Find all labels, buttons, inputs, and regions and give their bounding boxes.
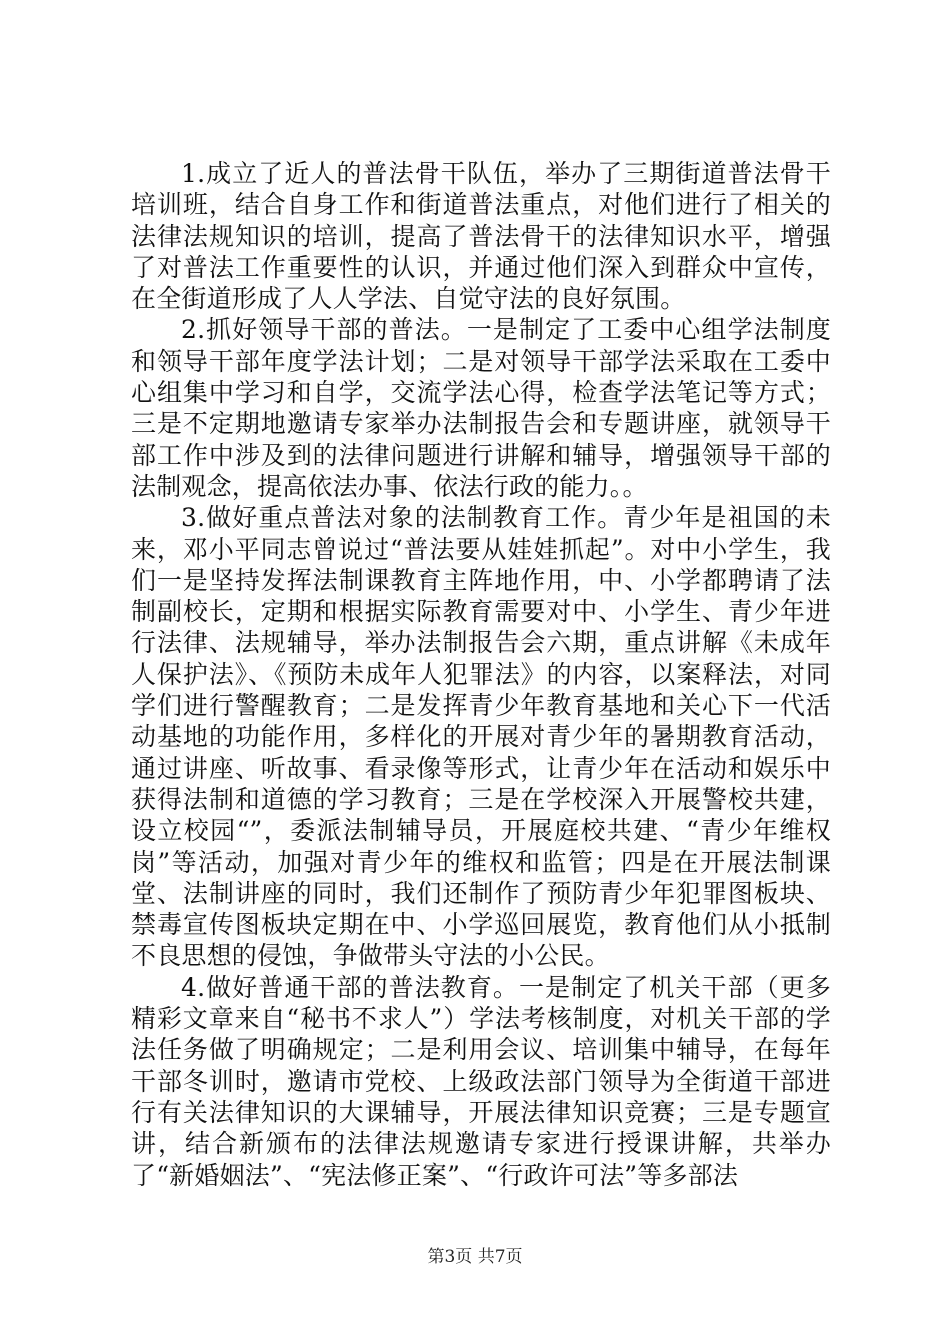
paragraph-4: 4.做好普通干部的普法教育。一是制定了机关干部（更多精彩文章来自“秘书不求人”）学法考核制度，对机关干部的学法任务做了明确规定；二是利用会议、培训集中辅导，在每年干部冬训时，邀请市党校、上级政法部门领导为全街道干部进行有关法律知识的大课辅导，开展法律知识竞赛；三是专题宣讲，结合新颁布的法律法规邀请专家进行授课讲解，共举办了“新婚姻法”、“宪法修正案”、“行政许可法”等多部法 [131, 972, 831, 1190]
page-footer: 第3页 共7页 [427, 1247, 523, 1267]
document-body [131, 158, 831, 1191]
paragraph-1: 1.成立了近人的普法骨干队伍，举办了三期街道普法骨干培训班，结合自身工作和街道普法重点，对他们进行了相关的法律法规知识的培训，提高了普法骨干的法律知识水平，增强了对普法工作重要性的认识，并通过他们深入到群众中宣传，在全街道形成了人人学法、自觉守法的良好氛围。 [131, 159, 831, 314]
paragraph-2: 2.抓好领导干部的普法。一是制定了工委中心组学法制度和领导干部年度学法计划；二是对领导干部学法采取在工委中心组集中学习和自学，交流学法心得，检查学法笔记等方式；三是不定期地邀请专家举办法制报告会和专题讲座，就领导干部工作中涉及到的法律问题进行讲解和辅导，增强领导干部的法制观念，提高依法办事、依法行政的能力。。 [131, 315, 831, 501]
paragraph-3: 3.做好重点普法对象的法制教育工作。青少年是祖国的未来，邓小平同志曾说过“普法要从娃娃抓起”。对中小学生，我们一是坚持发挥法制课教育主阵地作用，中、小学都聘请了法制副校长，定期和根据实际教育需要对中、小学生、青少年进行法律、法规辅导，举办法制报告会六期，重点讲解《未成年人保护法》、《预防未成年人犯罪法》的内容，以案释法，对同学们进行警醒教育；二是发挥青少年教育基地和关心下一代活动基地的功能作用，多样化的开展对青少年的暑期教育活动，通过讲座、听故事、看录像等形式，让青少年在活动和娱乐中获得法制和道德的学习教育；三是在学校深入开展警校共建，设立校园“”，委派法制辅导员，开展庭校共建、“青少年维权岗”等活动，加强对青少年的维权和监管；四是在开展法制课堂、法制讲座的同时，我们还制作了预防青少年犯罪图板块、禁毒宣传图板块定期在中、小学巡回展览，教育他们从小抵制不良思想的侵蚀，争做带头守法的小公民。 [131, 503, 831, 971]
